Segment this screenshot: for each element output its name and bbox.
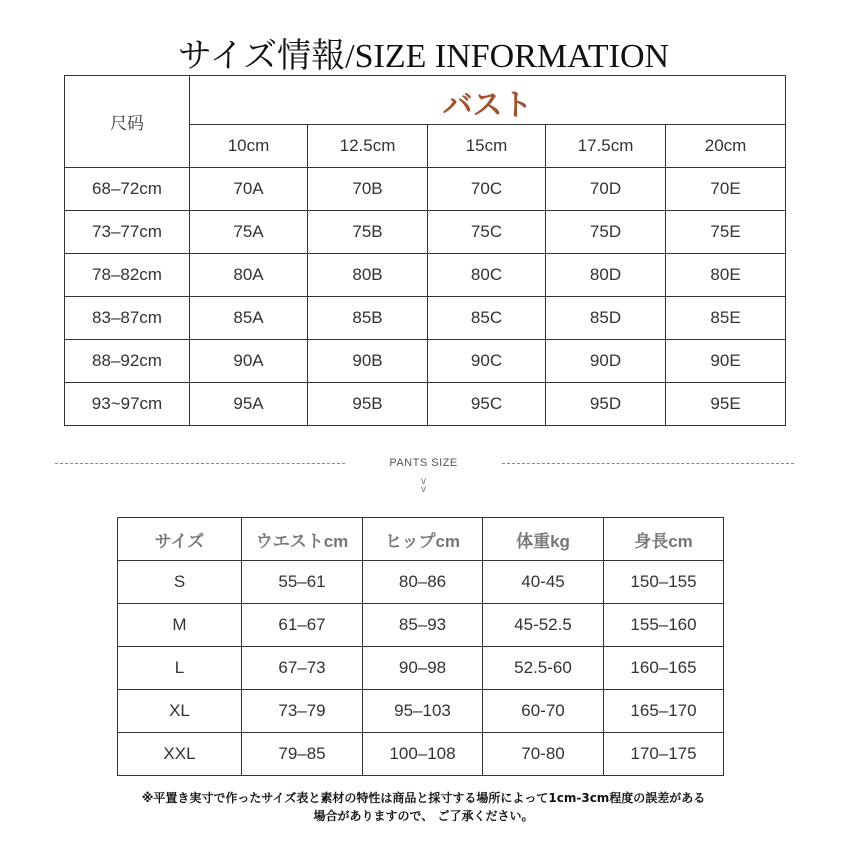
table-cell: 85B (308, 297, 428, 340)
table-cell: 80B (308, 254, 428, 297)
table-cell: 80C (428, 254, 546, 297)
table-cell: 75C (428, 211, 546, 254)
table-cell: 75E (666, 211, 786, 254)
column-header: 15cm (428, 125, 546, 168)
table-row (65, 340, 786, 383)
table-cell: 80A (190, 254, 308, 297)
table-cell: 95E (666, 383, 786, 426)
table-cell: 160–165 (604, 647, 724, 690)
table-row (118, 561, 724, 604)
table-cell: 95B (308, 383, 428, 426)
row-label: 93~97cm (65, 383, 190, 426)
table-cell: 85E (666, 297, 786, 340)
size-label: XL (118, 690, 242, 733)
table-row (65, 297, 786, 340)
page-title: サイズ情報/SIZE INFORMATION (177, 38, 670, 75)
table-row (65, 211, 786, 254)
row-label: 68–72cm (65, 168, 190, 211)
divider-line-right (502, 463, 794, 464)
table-cell: 70-80 (483, 733, 604, 776)
disclaimer-note-line2: 場合がありますので、 ご了承ください。 (313, 809, 534, 823)
table-cell: 150–155 (604, 561, 724, 604)
pants-size-label: PANTS SIZE (389, 457, 458, 469)
column-header: 10cm (190, 125, 308, 168)
chevron-down-icon: v v (421, 476, 426, 495)
column-header: 身長cm (604, 518, 724, 561)
table-cell: 170–175 (604, 733, 724, 776)
column-header: 17.5cm (546, 125, 666, 168)
table-cell: 90B (308, 340, 428, 383)
table-cell: 73–79 (242, 690, 363, 733)
row-label: 88–92cm (65, 340, 190, 383)
table-cell: 75B (308, 211, 428, 254)
table-cell: 85D (546, 297, 666, 340)
table-cell: 90E (666, 340, 786, 383)
table-cell: 70D (546, 168, 666, 211)
table-cell: 70B (308, 168, 428, 211)
table-cell: 70C (428, 168, 546, 211)
table-cell: 95–103 (363, 690, 483, 733)
column-header: サイズ (118, 518, 242, 561)
table-cell: 85–93 (363, 604, 483, 647)
bust-group-header: バスト (190, 76, 786, 125)
table-cell: 95D (546, 383, 666, 426)
table-cell: 85C (428, 297, 546, 340)
table-cell: 80–86 (363, 561, 483, 604)
disclaimer-note-line1: ※平置き実寸で作ったサイズ表と素材の特性は商品と採寸する場所によって1cm-3cm程度の誤差がある (141, 791, 706, 805)
table-row (118, 604, 724, 647)
row-label: 78–82cm (65, 254, 190, 297)
column-header: 体重kg (483, 518, 604, 561)
table-cell: 60-70 (483, 690, 604, 733)
table-header-row (118, 518, 724, 561)
table-cell: 75D (546, 211, 666, 254)
bust-size-table (64, 75, 786, 426)
size-label: XXL (118, 733, 242, 776)
table-cell: 90–98 (363, 647, 483, 690)
table-cell: 100–108 (363, 733, 483, 776)
column-header: 20cm (666, 125, 786, 168)
table-cell: 80E (666, 254, 786, 297)
column-header: ヒップcm (363, 518, 483, 561)
size-label: S (118, 561, 242, 604)
table-cell: 45-52.5 (483, 604, 604, 647)
table-cell: 75A (190, 211, 308, 254)
column-header: 12.5cm (308, 125, 428, 168)
size-label: M (118, 604, 242, 647)
table-cell: 80D (546, 254, 666, 297)
size-label: L (118, 647, 242, 690)
table-cell: 67–73 (242, 647, 363, 690)
table-row (65, 168, 786, 211)
row-label: 73–77cm (65, 211, 190, 254)
table-cell: 95A (190, 383, 308, 426)
row-header-label: 尺码 (65, 76, 190, 168)
column-header: ウエストcm (242, 518, 363, 561)
row-label: 83–87cm (65, 297, 190, 340)
table-cell: 90D (546, 340, 666, 383)
table-row (118, 647, 724, 690)
table-row (118, 690, 724, 733)
table-cell: 90A (190, 340, 308, 383)
table-cell: 55–61 (242, 561, 363, 604)
table-cell: 40-45 (483, 561, 604, 604)
table-cell: 165–170 (604, 690, 724, 733)
table-cell: 70E (666, 168, 786, 211)
table-cell: 95C (428, 383, 546, 426)
table-cell: 155–160 (604, 604, 724, 647)
table-cell: 79–85 (242, 733, 363, 776)
pants-size-table (117, 517, 724, 776)
table-cell: 52.5-60 (483, 647, 604, 690)
table-row (65, 254, 786, 297)
table-cell: 85A (190, 297, 308, 340)
table-cell: 90C (428, 340, 546, 383)
table-cell: 61–67 (242, 604, 363, 647)
table-row (118, 733, 724, 776)
table-cell: 70A (190, 168, 308, 211)
table-row (65, 383, 786, 426)
